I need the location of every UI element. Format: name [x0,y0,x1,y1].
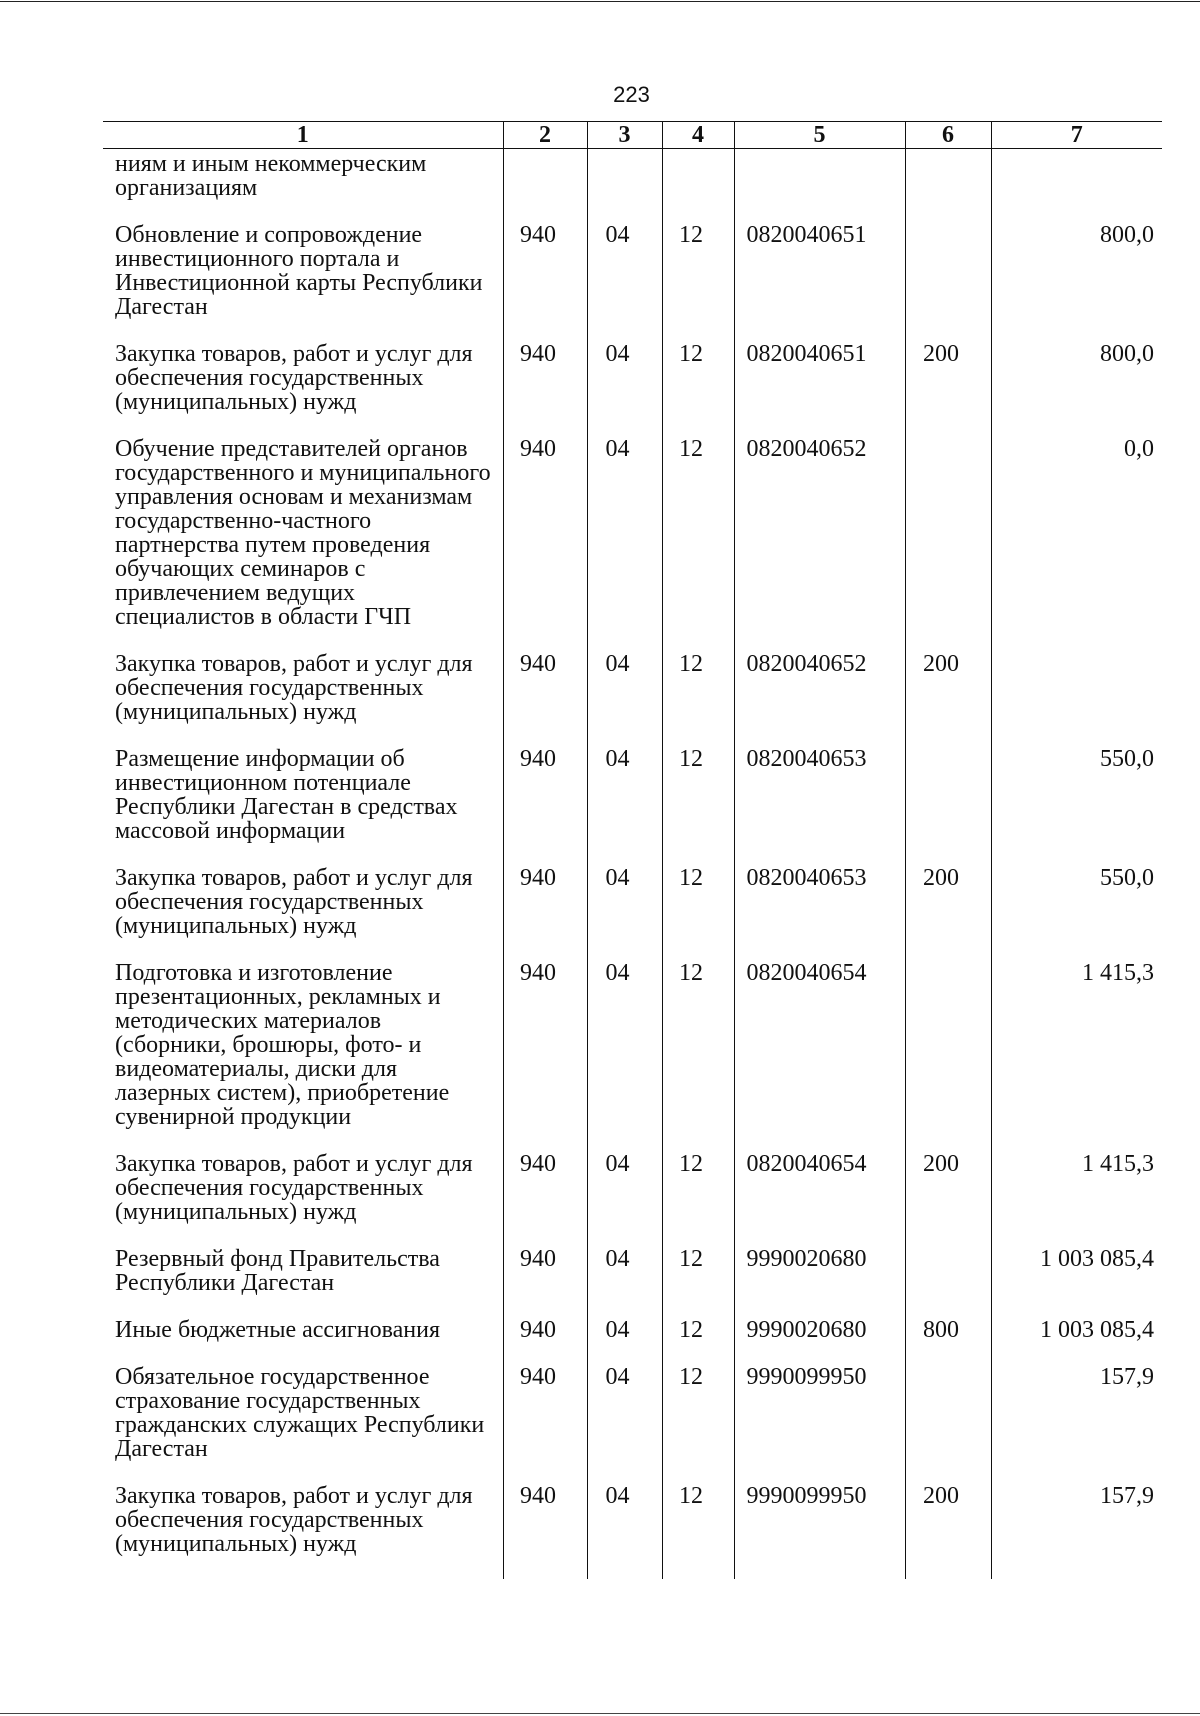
row-target-code-cell: 0820040652 [734,652,905,747]
column-header-7: 7 [991,122,1162,149]
row-section-code-cell [587,149,662,224]
row-subsection-code-cell: 12 [662,866,734,961]
table-row [103,866,1162,961]
row-expense-type-cell: 200 [905,1484,991,1579]
row-target-code-cell: 9990020680 [734,1318,905,1365]
row-subsection-code-cell: 12 [662,342,734,437]
row-target-code-cell: 0820040651 [734,342,905,437]
table-row [103,1484,1162,1579]
row-target-code-cell: 0820040653 [734,866,905,961]
row-target-code-cell: 9990099950 [734,1365,905,1484]
row-expense-type-cell [905,149,991,224]
table-header-row [103,122,1162,149]
row-amount-cell: 157,9 [991,1365,1162,1484]
row-subsection-code-cell [662,149,734,224]
row-section-code-cell: 04 [587,1365,662,1484]
row-expense-type-cell [905,961,991,1152]
row-name-cell: Обязательное государственное страхование государственных гражданских служащих Республики Дагестан [115,1364,485,1462]
row-amount-cell: 800,0 [991,223,1162,342]
row-target-code-cell: 0820040654 [734,1152,905,1247]
row-subsection-code-cell: 12 [662,437,734,652]
row-target-code-cell: 9990020680 [734,1247,905,1318]
table-row [103,437,1162,652]
row-amount-cell: 157,9 [991,1484,1162,1579]
row-name-cell: Резервный фонд Правительства Республики Дагестан [115,1246,440,1296]
table-row [103,342,1162,437]
row-ministry-code-cell: 940 [503,652,587,747]
row-section-code-cell: 04 [587,1484,662,1579]
row-amount-cell [991,652,1162,747]
row-expense-type-cell [905,437,991,652]
row-subsection-code-cell: 12 [662,652,734,747]
row-target-code-cell: 0820040651 [734,223,905,342]
page-number: 223 [613,82,650,107]
table-row [103,149,1162,224]
row-name-cell: ниям и иным некоммерческим организациям [115,151,427,201]
row-expense-type-cell [905,1247,991,1318]
row-amount-cell: 550,0 [991,866,1162,961]
row-expense-type-cell [905,1365,991,1484]
row-expense-type-cell: 200 [905,342,991,437]
row-section-code-cell: 04 [587,437,662,652]
row-target-code-cell: 9990099950 [734,1484,905,1579]
row-section-code-cell: 04 [587,866,662,961]
row-target-code-cell: 0820040653 [734,747,905,866]
row-ministry-code-cell: 940 [503,1318,587,1365]
row-name-cell: Закупка товаров, работ и услуг для обеспечения государственных (муниципальных) нужд [115,651,473,725]
column-header-3: 3 [587,122,662,149]
row-subsection-code-cell: 12 [662,1152,734,1247]
row-ministry-code-cell: 940 [503,747,587,866]
table-row [103,1365,1162,1484]
row-name-cell: Закупка товаров, работ и услуг для обеспечения государственных (муниципальных) нужд [115,865,473,939]
table-row [103,1247,1162,1318]
row-ministry-code-cell: 940 [503,1247,587,1318]
row-section-code-cell: 04 [587,747,662,866]
row-ministry-code-cell: 940 [503,223,587,342]
table-row [103,652,1162,747]
row-subsection-code-cell: 12 [662,961,734,1152]
row-subsection-code-cell: 12 [662,1484,734,1579]
row-ministry-code-cell [503,149,587,224]
row-section-code-cell: 04 [587,1247,662,1318]
table-row [103,1318,1162,1365]
row-name-cell: Закупка товаров, работ и услуг для обеспечения государственных (муниципальных) нужд [115,1151,473,1225]
row-amount-cell: 0,0 [991,437,1162,652]
table-body [103,149,1162,1580]
table-row [103,1152,1162,1247]
row-expense-type-cell: 200 [905,652,991,747]
row-name-cell: Обучение представителей органов государственного и муниципального управления основам и механизмам государственно-частного партнерства путем проведения обучающих семинаров с привлечением ведущих специалистов в области ГЧП [115,436,491,630]
row-ministry-code-cell: 940 [503,1152,587,1247]
top-edge-rule [0,1,1200,2]
row-subsection-code-cell: 12 [662,1318,734,1365]
row-section-code-cell: 04 [587,223,662,342]
column-header-6: 6 [905,122,991,149]
row-name-cell: Обновление и сопровождение инвестиционного портала и Инвестиционной карты Республики Дагестан [115,222,483,320]
row-section-code-cell: 04 [587,652,662,747]
row-section-code-cell: 04 [587,342,662,437]
row-amount-cell: 1 415,3 [991,961,1162,1152]
row-amount-cell: 550,0 [991,747,1162,866]
row-expense-type-cell [905,223,991,342]
row-amount-cell: 1 003 085,4 [991,1247,1162,1318]
row-amount-cell: 1 003 085,4 [991,1318,1162,1365]
row-subsection-code-cell: 12 [662,1247,734,1318]
row-expense-type-cell: 800 [905,1318,991,1365]
column-header-1: 1 [103,122,503,149]
row-expense-type-cell [905,747,991,866]
table-row [103,961,1162,1152]
row-name-cell: Закупка товаров, работ и услуг для обеспечения государственных (муниципальных) нужд [115,341,473,415]
row-ministry-code-cell: 940 [503,342,587,437]
row-subsection-code-cell: 12 [662,747,734,866]
row-name-cell: Закупка товаров, работ и услуг для обеспечения государственных (муниципальных) нужд [115,1483,473,1557]
row-ministry-code-cell: 940 [503,1365,587,1484]
bottom-edge-rule [0,1713,1200,1714]
row-expense-type-cell: 200 [905,866,991,961]
row-ministry-code-cell: 940 [503,866,587,961]
row-ministry-code-cell: 940 [503,1484,587,1579]
table-row [103,747,1162,866]
table-row [103,223,1162,342]
row-name-cell: Иные бюджетные ассигнования [115,1317,440,1343]
row-name-cell: Размещение информации об инвестиционном потенциале Республики Дагестан в средствах массовой информации [115,746,458,844]
row-name-cell: Подготовка и изготовление презентационных, рекламных и методических материалов (сборники, брошюры, фото- и видеоматериалы, диски для лазерных систем), приобретение сувенирной продукции [115,960,450,1130]
row-section-code-cell: 04 [587,961,662,1152]
budget-table [103,121,1162,1579]
row-amount-cell [991,149,1162,224]
row-subsection-code-cell: 12 [662,223,734,342]
column-header-5: 5 [734,122,905,149]
row-target-code-cell [734,149,905,224]
row-amount-cell: 800,0 [991,342,1162,437]
column-header-4: 4 [662,122,734,149]
row-expense-type-cell: 200 [905,1152,991,1247]
column-header-2: 2 [503,122,587,149]
row-subsection-code-cell: 12 [662,1365,734,1484]
row-target-code-cell: 0820040652 [734,437,905,652]
row-section-code-cell: 04 [587,1318,662,1365]
row-section-code-cell: 04 [587,1152,662,1247]
row-target-code-cell: 0820040654 [734,961,905,1152]
row-amount-cell: 1 415,3 [991,1152,1162,1247]
row-ministry-code-cell: 940 [503,961,587,1152]
row-ministry-code-cell: 940 [503,437,587,652]
